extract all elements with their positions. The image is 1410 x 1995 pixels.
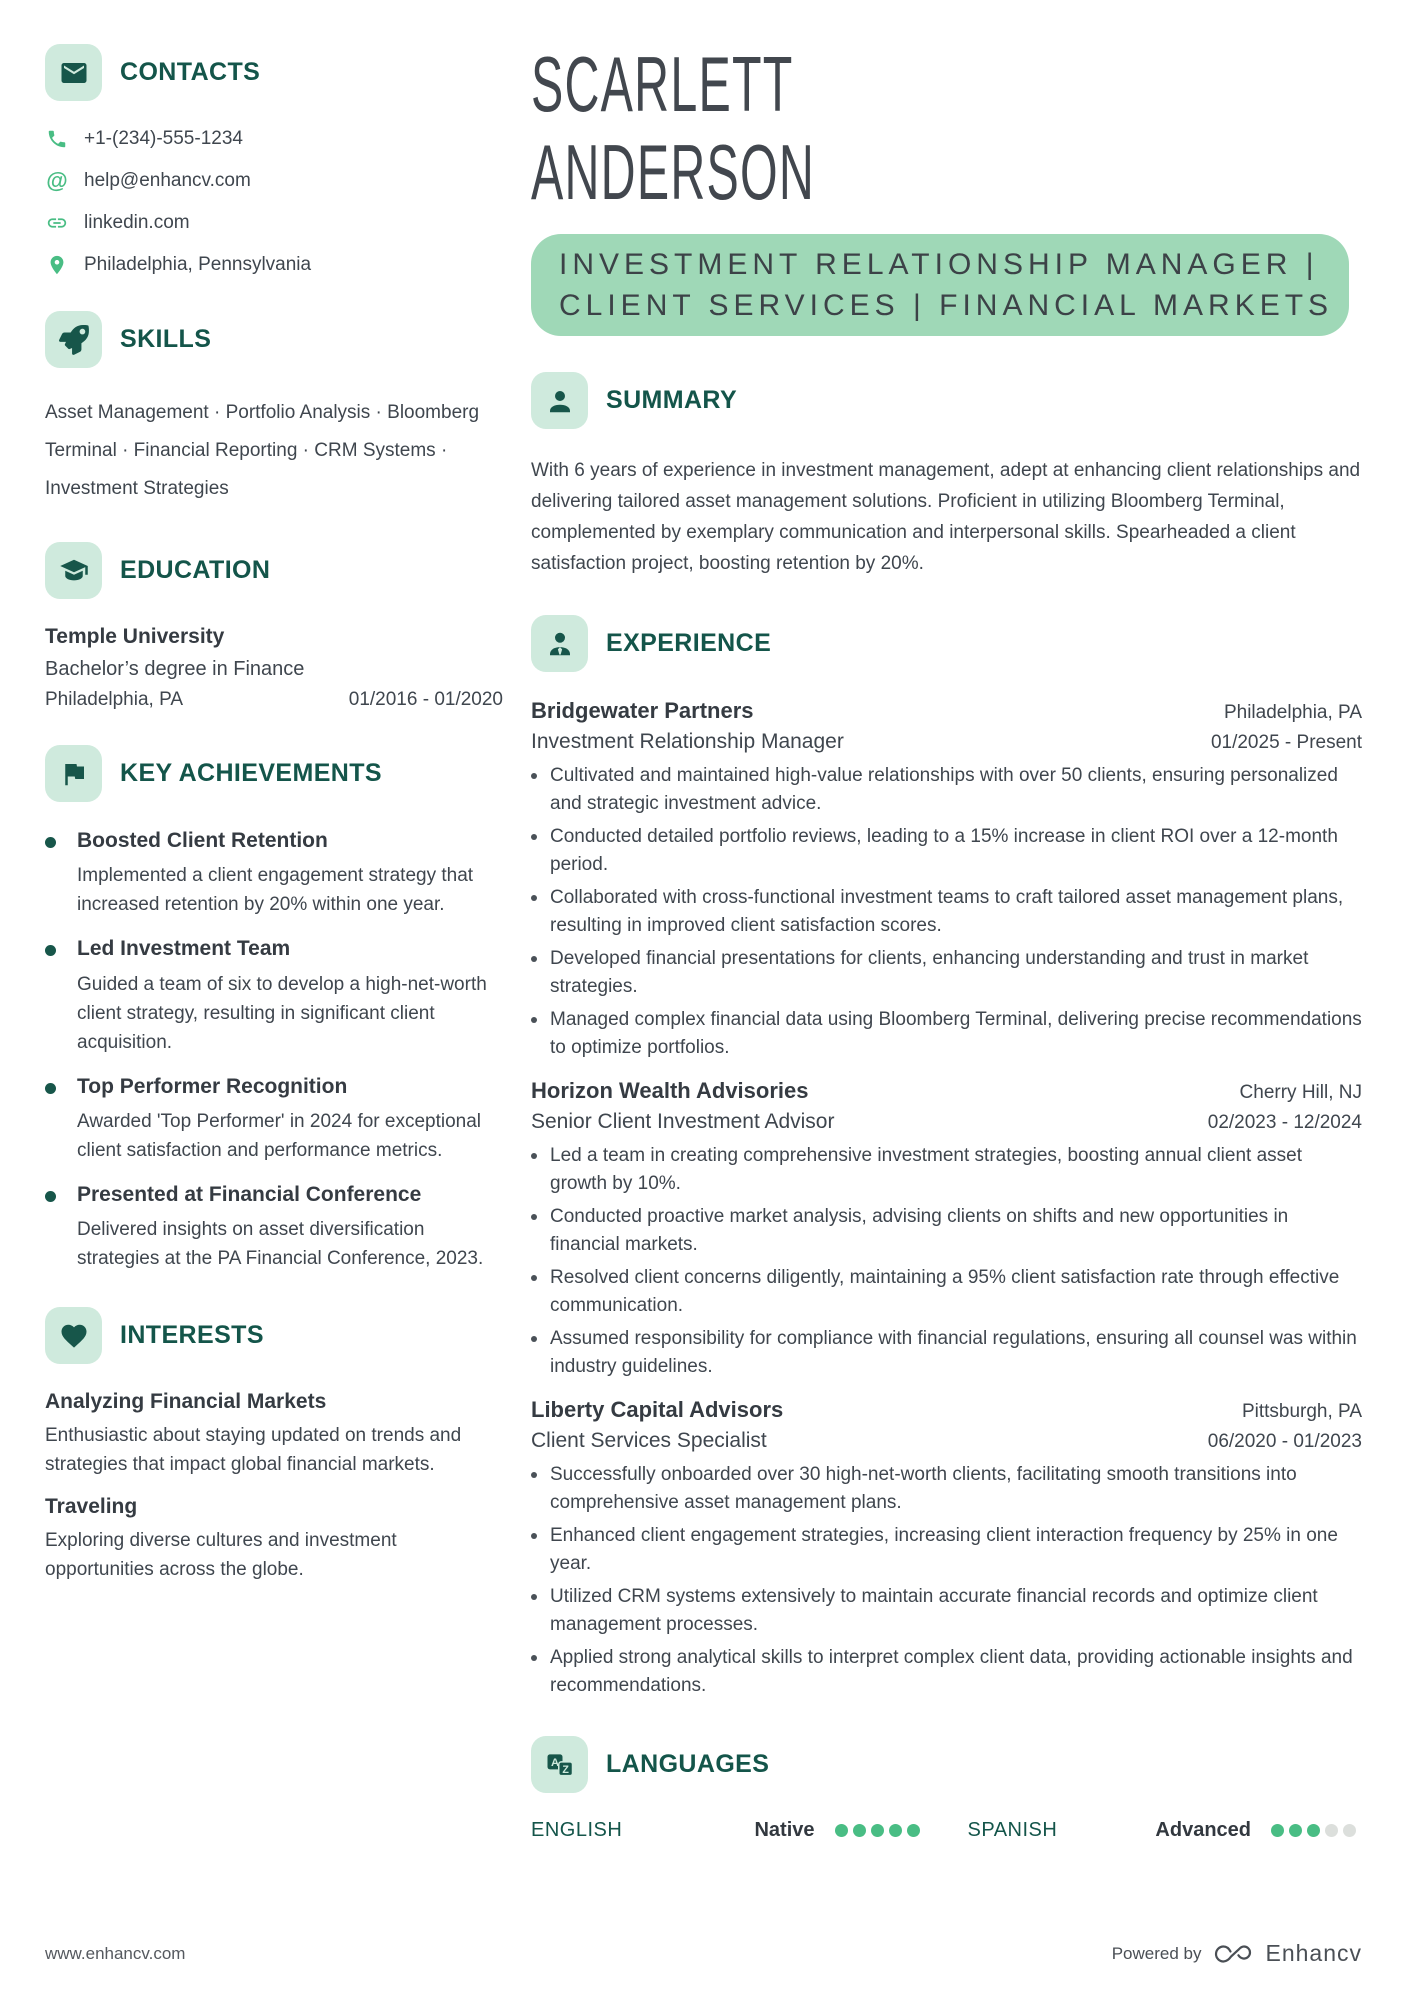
level-dot-filled [907, 1824, 920, 1837]
sidebar [45, 44, 503, 1842]
job-location: Philadelphia, PA [1223, 702, 1362, 723]
person-icon [531, 372, 588, 429]
job-company: Horizon Wealth Advisories [531, 1078, 809, 1103]
job-bullet: Developed financial presentations for clients, enhancing understanding and trust in market strategies. [531, 945, 1362, 1001]
name-line-1: SCARLETT [531, 40, 794, 128]
interest-text: Enthusiastic about staying updated on trends and strategies that impact global financial markets. [45, 1425, 462, 1475]
bullet-dot-icon [531, 1472, 537, 1478]
bullet-dot-icon [45, 1083, 56, 1094]
job-location: Cherry Hill, NJ [1239, 1082, 1362, 1103]
person-suit-icon [531, 615, 588, 672]
level-dot-filled [889, 1824, 902, 1837]
contacts-title: CONTACTS [120, 58, 261, 86]
job-bullet: Managed complex financial data using Bloomberg Terminal, delivering precise recommendations to optimize portfolios. [531, 1006, 1362, 1062]
name-line-2: ANDERSON [531, 128, 816, 216]
education-location: Philadelphia, PA [45, 689, 184, 710]
graduation-cap-icon [45, 542, 102, 599]
contact-email[interactable] [45, 169, 503, 193]
experience-header [531, 615, 1362, 672]
bullet-dot-icon [45, 945, 56, 956]
job-bullet: Cultivated and maintained high-value relationships with over 50 clients, ensuring personalized and strategic investment advice. [531, 762, 1362, 818]
interest-item [45, 1390, 503, 1479]
languages-header [531, 1736, 1362, 1793]
skills-title: SKILLS [120, 325, 212, 353]
phone-icon [45, 127, 69, 151]
job-role: Senior Client Investment Advisor [531, 1110, 835, 1133]
location-icon [45, 253, 69, 277]
contact-linkedin[interactable] [45, 211, 503, 235]
achievement-item [45, 1182, 503, 1273]
education-school: Temple University [45, 625, 225, 648]
job-title-line-2: CLIENT SERVICES | FINANCIAL MARKETS [559, 289, 1334, 322]
experience-job [531, 1078, 1362, 1381]
job-dates: 01/2025 - Present [1210, 732, 1362, 753]
education-section [45, 542, 503, 711]
interests-title: INTERESTS [120, 1321, 264, 1349]
achievement-text: Awarded 'Top Performer' in 2024 for exceptional client satisfaction and performance metrics. [77, 1110, 482, 1161]
education-meta [45, 689, 503, 711]
job-bullet: Led a team in creating comprehensive investment strategies, boosting annual client asset growth by 10%. [531, 1142, 1362, 1198]
language-level: Native [754, 1819, 815, 1841]
achievement-title: Top Performer Recognition [77, 1074, 348, 1098]
powered-by-label: Powered by [1111, 1943, 1202, 1963]
summary-text: With 6 years of experience in investment management, adept at enhancing client relationships and delivering tailored asset management solutions. Proficient in utilizing Bloomberg Terminal, complemented by exemplary communication and interpersonal skills. Spearheaded a client satisfaction project, boosting retention by 20%. [531, 460, 1361, 574]
bullet-dot-icon [531, 1533, 537, 1539]
contacts-section [45, 44, 503, 277]
languages-title: LANGUAGES [606, 1750, 770, 1778]
achievement-title: Boosted Client Retention [77, 829, 328, 852]
bullet-dot-icon [531, 1017, 537, 1023]
experience-title: EXPERIENCE [606, 629, 772, 657]
level-dot-filled [1271, 1824, 1284, 1837]
heart-icon [45, 1307, 102, 1364]
bullet-dot-icon [531, 1153, 537, 1159]
bullet-dot-icon [531, 1655, 537, 1661]
experience-job [531, 1397, 1362, 1700]
job-title-badge [531, 234, 1349, 336]
experience-job [531, 698, 1362, 1062]
job-role: Client Services Specialist [531, 1429, 767, 1452]
job-bullet: Enhanced client engagement strategies, increasing client interaction frequency by 25% in one year. [531, 1522, 1362, 1578]
summary-header [531, 372, 1362, 429]
page-footer [45, 1940, 1362, 1967]
job-bullet: Conducted proactive market analysis, advising clients on shifts and new opportunities in financial markets. [531, 1203, 1362, 1259]
bullet-dot-icon [531, 1594, 537, 1600]
level-dot-empty [1325, 1824, 1338, 1837]
achievement-text: Implemented a client engagement strategy that increased retention by 20% within one year. [77, 865, 474, 916]
job-role: Investment Relationship Manager [531, 730, 844, 753]
job-title-line-1: INVESTMENT RELATIONSHIP MANAGER | [559, 248, 1319, 281]
job-bullet: Collaborated with cross-functional investment teams to craft tailored asset management plans, resulting in improved client satisfaction scores. [531, 884, 1362, 940]
job-dates: 02/2023 - 12/2024 [1207, 1112, 1362, 1133]
contact-phone[interactable] [45, 127, 503, 151]
level-dot-empty [1343, 1824, 1356, 1837]
education-degree: Bachelor’s degree in Finance [45, 658, 305, 680]
achievement-text: Delivered insights on asset diversification strategies at the PA Financial Conference, 2023. [77, 1219, 484, 1269]
interest-title: Analyzing Financial Markets [45, 1390, 327, 1413]
svg-text:Z: Z [561, 1763, 569, 1776]
achievement-item [45, 828, 503, 919]
job-bullet: Successfully onboarded over 30 high-net-worth clients, facilitating smooth transitions into comprehensive asset management plans. [531, 1461, 1362, 1517]
phone-text: +1-(234)-555-1234 [84, 128, 243, 149]
job-company: Bridgewater Partners [531, 698, 754, 723]
bullet-dot-icon [531, 773, 537, 779]
language-name: ENGLISH [531, 1819, 623, 1841]
job-bullet: Assumed responsibility for compliance with financial regulations, ensuring all counsel was within industry guidelines. [531, 1325, 1362, 1381]
at-icon: @ [46, 168, 68, 193]
job-bullet: Utilized CRM systems extensively to maintain accurate financial records and optimize client management processes. [531, 1583, 1362, 1639]
interests-header [45, 1307, 503, 1364]
bullet-dot-icon [531, 956, 537, 962]
main-column [531, 40, 1362, 1842]
achievement-text: Guided a team of six to develop a high-net-worth client strategy, resulting in significant client acquisition. [77, 973, 487, 1053]
achievements-header [45, 745, 503, 802]
language-item [531, 1819, 968, 1842]
level-dot-filled [1307, 1824, 1320, 1837]
language-level-dots [1271, 1824, 1356, 1837]
interest-title: Traveling [45, 1495, 138, 1518]
job-company: Liberty Capital Advisors [531, 1397, 784, 1422]
achievement-title: Presented at Financial Conference [77, 1182, 422, 1206]
job-location: Pittsburgh, PA [1241, 1401, 1362, 1422]
language-item [968, 1819, 1363, 1842]
interests-section [45, 1307, 503, 1584]
job-bullet: Applied strong analytical skills to interpret complex client data, providing actionable insights and recommendations. [531, 1644, 1362, 1700]
language-level: Advanced [1155, 1819, 1251, 1841]
bullet-dot-icon [531, 895, 537, 901]
education-title: EDUCATION [120, 556, 271, 584]
education-header [45, 542, 503, 599]
rocket-icon [45, 311, 102, 368]
translate-icon [531, 1736, 588, 1793]
interest-item [45, 1495, 503, 1584]
level-dot-filled [871, 1824, 884, 1837]
candidate-name [531, 40, 1362, 216]
language-name: SPANISH [967, 1819, 1058, 1841]
skills-section [45, 311, 503, 508]
achievement-item [45, 1074, 503, 1165]
bullet-dot-icon [531, 834, 537, 840]
location-text: Philadelphia, Pennsylvania [84, 254, 312, 275]
link-icon [45, 211, 69, 235]
flag-icon [45, 745, 102, 802]
email-text: help@enhancv.com [84, 170, 251, 191]
skills-list: Asset Management · Portfolio Analysis · Bloomberg Terminal · Financial Reporting · CRM Systems · Investment Strategies [45, 402, 480, 499]
job-bullet: Resolved client concerns diligently, maintaining a 95% client satisfaction rate through effective communication. [531, 1264, 1362, 1320]
level-dot-filled [835, 1824, 848, 1837]
skills-header [45, 311, 503, 368]
bullet-dot-icon [531, 1275, 537, 1281]
bullet-dot-icon [45, 1191, 56, 1202]
level-dot-filled [1289, 1824, 1302, 1837]
linkedin-text: linkedin.com [84, 212, 190, 233]
footer-website-link[interactable]: www.enhancv.com [45, 1943, 186, 1963]
footer-brand [1112, 1940, 1362, 1967]
contacts-header [45, 44, 503, 101]
job-bullet: Conducted detailed portfolio reviews, leading to a 15% increase in client ROI over a 12-month period. [531, 823, 1362, 879]
contact-location [45, 253, 503, 277]
bullet-dot-icon [531, 1336, 537, 1342]
level-dot-filled [853, 1824, 866, 1837]
language-level-dots [835, 1824, 920, 1837]
achievement-item [45, 936, 503, 1056]
languages-row [531, 1819, 1362, 1842]
achievement-title: Led Investment Team [77, 937, 291, 961]
achievements-title: KEY ACHIEVEMENTS [120, 759, 383, 787]
summary-title: SUMMARY [606, 386, 738, 414]
bullet-dot-icon [45, 837, 56, 848]
bullet-dot-icon [531, 1214, 537, 1220]
education-dates: 01/2016 - 01/2020 [348, 689, 503, 710]
svg-text:A: A [550, 1756, 559, 1769]
job-dates: 06/2020 - 01/2023 [1207, 1431, 1362, 1452]
interest-text: Exploring diverse cultures and investment opportunities across the globe. [45, 1530, 397, 1580]
achievements-section [45, 745, 503, 1273]
enhancv-logo-icon [1213, 1942, 1253, 1966]
envelope-icon [45, 44, 102, 101]
enhancv-brand-name: Enhancv [1265, 1940, 1362, 1966]
